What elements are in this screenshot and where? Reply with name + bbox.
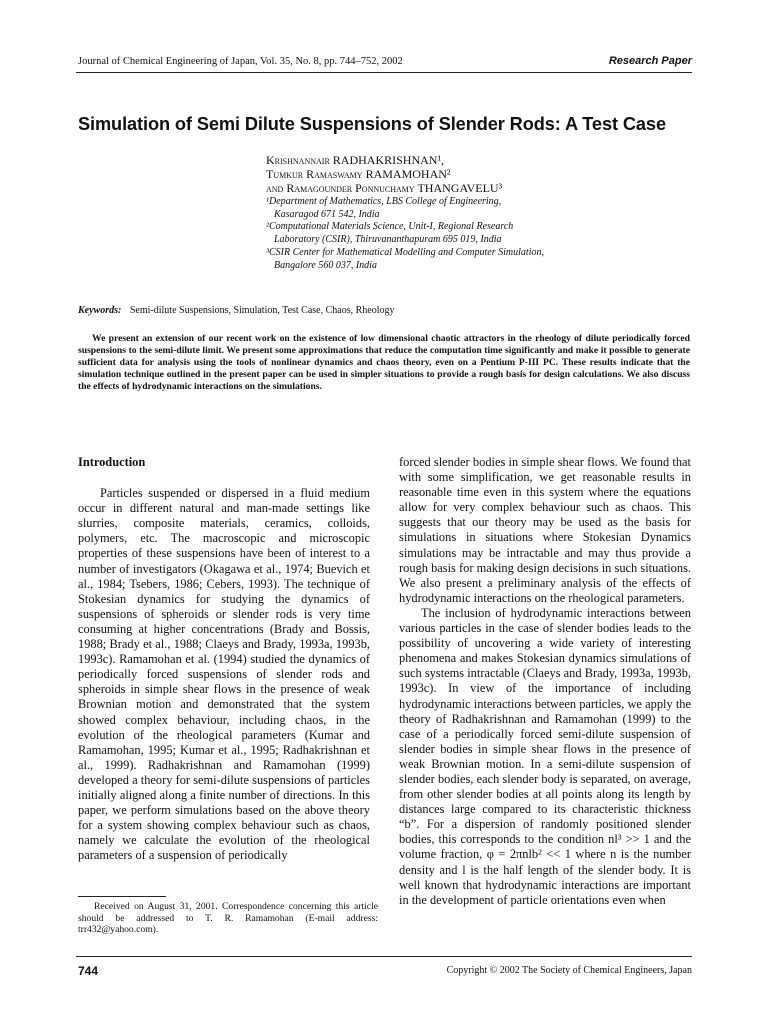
keywords-text: Semi-dilute Suspensions, Simulation, Test Case, Chaos, Rheology [129,305,395,316]
footnote: Received on August 31, 2001. Correspondence concerning this article should be addressed to T. R. Ramamohan (E-mail address: trr432@yahoo.com). [78,901,378,936]
author-1: Krishnannair RADHAKRISHNAN¹, [266,153,445,167]
copyright: Copyright © 2002 The Society of Chemical Engineers, Japan [446,965,692,976]
author-3: and Ramagounder Ponnuchamy THANGAVELU³ [266,181,503,195]
affiliation-2-line-1: ²Computational Materials Science, Unit-I, Regional Research [266,221,514,233]
article-type: Research Paper [608,55,692,67]
header-rule [76,72,692,73]
author-block [266,153,696,272]
keywords [78,305,395,316]
journal-citation: Journal of Chemical Engineering of Japan, Vol. 35, No. 8, pp. 744–752, 2002 [78,56,403,67]
column-left [78,455,370,863]
page-number: 744 [78,964,99,978]
abstract-text: We present an extension of our recent work on the existence of low dimensional chaotic attractors in the rheology of dilute periodically forced suspensions to the semi-dilute limit. We present some approximations that reduce the computation time significantly and make it possible to generate sufficient data for analysis using the tools of nonlinear dynamics and chaos theory, even on a Pentium P-III PC. These results indicate that the simulation technique outlined in the present paper can be used in simpler situations to provide a rough basis for design calculations. We also discuss the effects of hydrodynamic interactions on the simulations. [78,333,690,392]
footnote-rule [78,896,166,897]
affiliation-3-line-2: Bangalore 560 037, India [274,259,377,271]
paper-title: Simulation of Semi Dilute Suspensions of Slender Rods: A Test Case [78,114,666,134]
paragraph: forced slender bodies in simple shear flows. We found that with some simplification, we get reasonable results in reasonable time even in this system where the equations allow for very complex behaviour such as chaos. This suggests that our theory may be used as the basis for simulations in situations where Stokesian Dynamics simulations may be intractable and may thus provide a rough basis for making design decisions in such situations. We also present a preliminary analysis of the effects of hydrodynamic interactions on the rheological parameters. [399,455,691,605]
paragraph: Particles suspended or dispersed in a fluid medium occur in different natural and man-made settings like slurries, composite materials, ceramics, colloids, polymers, etc. The macroscopic and microscopic properties of these suspensions have been of interest to a number of investigators (Okagawa et al., 1974; Buevich et al., 1984; Tsebers, 1986; Cebers, 1993). The technique of Stokesian dynamics for studying the dynamics of suspensions of spheroids or slender rods is very time consuming at higher concentrations (Brady and Bossis, 1988; Brady et al., 1988; Claeys and Brady, 1993a, 1993b, 1993c). Ramamohan et al. (1994) studied the dynamics of periodically forced suspensions of slender rods and spheroids in simple shear flows in the presence of weak Brownian motion and demonstrated that the system showed complex behaviour, including chaos, in the evolution of the rheological parameters (Kumar and Ramamohan, 1995; Kumar et al., 1995; Radhakrishnan et al., 1999). Radhakrishnan and Ramamohan (1999) developed a theory for semi-dilute suspensions of particles initially aligned along a finite number of directions. In this paper, we perform simulations based on the above theory for a system showing complex behaviour such as chaos, namely we calculate the evolution of the rheological parameters of a suspension of periodically [78,486,370,863]
affiliation-1-line-2: Kasaragod 671 542, India [274,208,380,220]
affiliations [266,196,696,272]
author-2: Tumkur Ramaswamy RAMAMOHAN² [266,167,451,181]
affiliation-3-line-1: ³CSIR Center for Mathematical Modelling and Computer Simulation, [266,246,544,258]
keywords-label: Keywords: [78,305,122,316]
column-right [399,455,691,908]
affiliation-1-line-1: ¹Department of Mathematics, LBS College of Engineering, [266,196,502,207]
section-heading-introduction: Introduction [78,455,146,469]
paragraph: The inclusion of hydrodynamic interactions between various particles in the case of slender bodies leads to the possibility of uncovering a wide variety of interesting phenomena and makes Stokesian dynamics simulations of such systems intractable (Claeys and Brady, 1993a, 1993b, 1993c). In view of the importance of including hydrodynamic interactions between particles, we apply the theory of Radhakrishnan and Ramamohan (1999) to the case of a periodically forced semi-dilute suspension of slender bodies in simple shear flows in the presence of weak Brownian motion. In a semi-dilute suspension of slender bodies, each slender body is separated, on average, from other slender bodies at all points along its length by distances large compared to its characteristic thickness “b”. For a dispersion of randomly positioned slender bodies, this corresponds to the condition nl³ >> 1 and the volume fraction, φ = 2πnlb² << 1 where n is the number density and l is the half length of the slender body. It is well known that hydrodynamic interactions are important in the development of particle orientations even when [399,605,691,907]
footer-rule [76,956,692,957]
abstract [78,333,690,393]
affiliation-2-line-2: Laboratory (CSIR), Thiruvananthapuram 695 019, India [274,234,502,246]
